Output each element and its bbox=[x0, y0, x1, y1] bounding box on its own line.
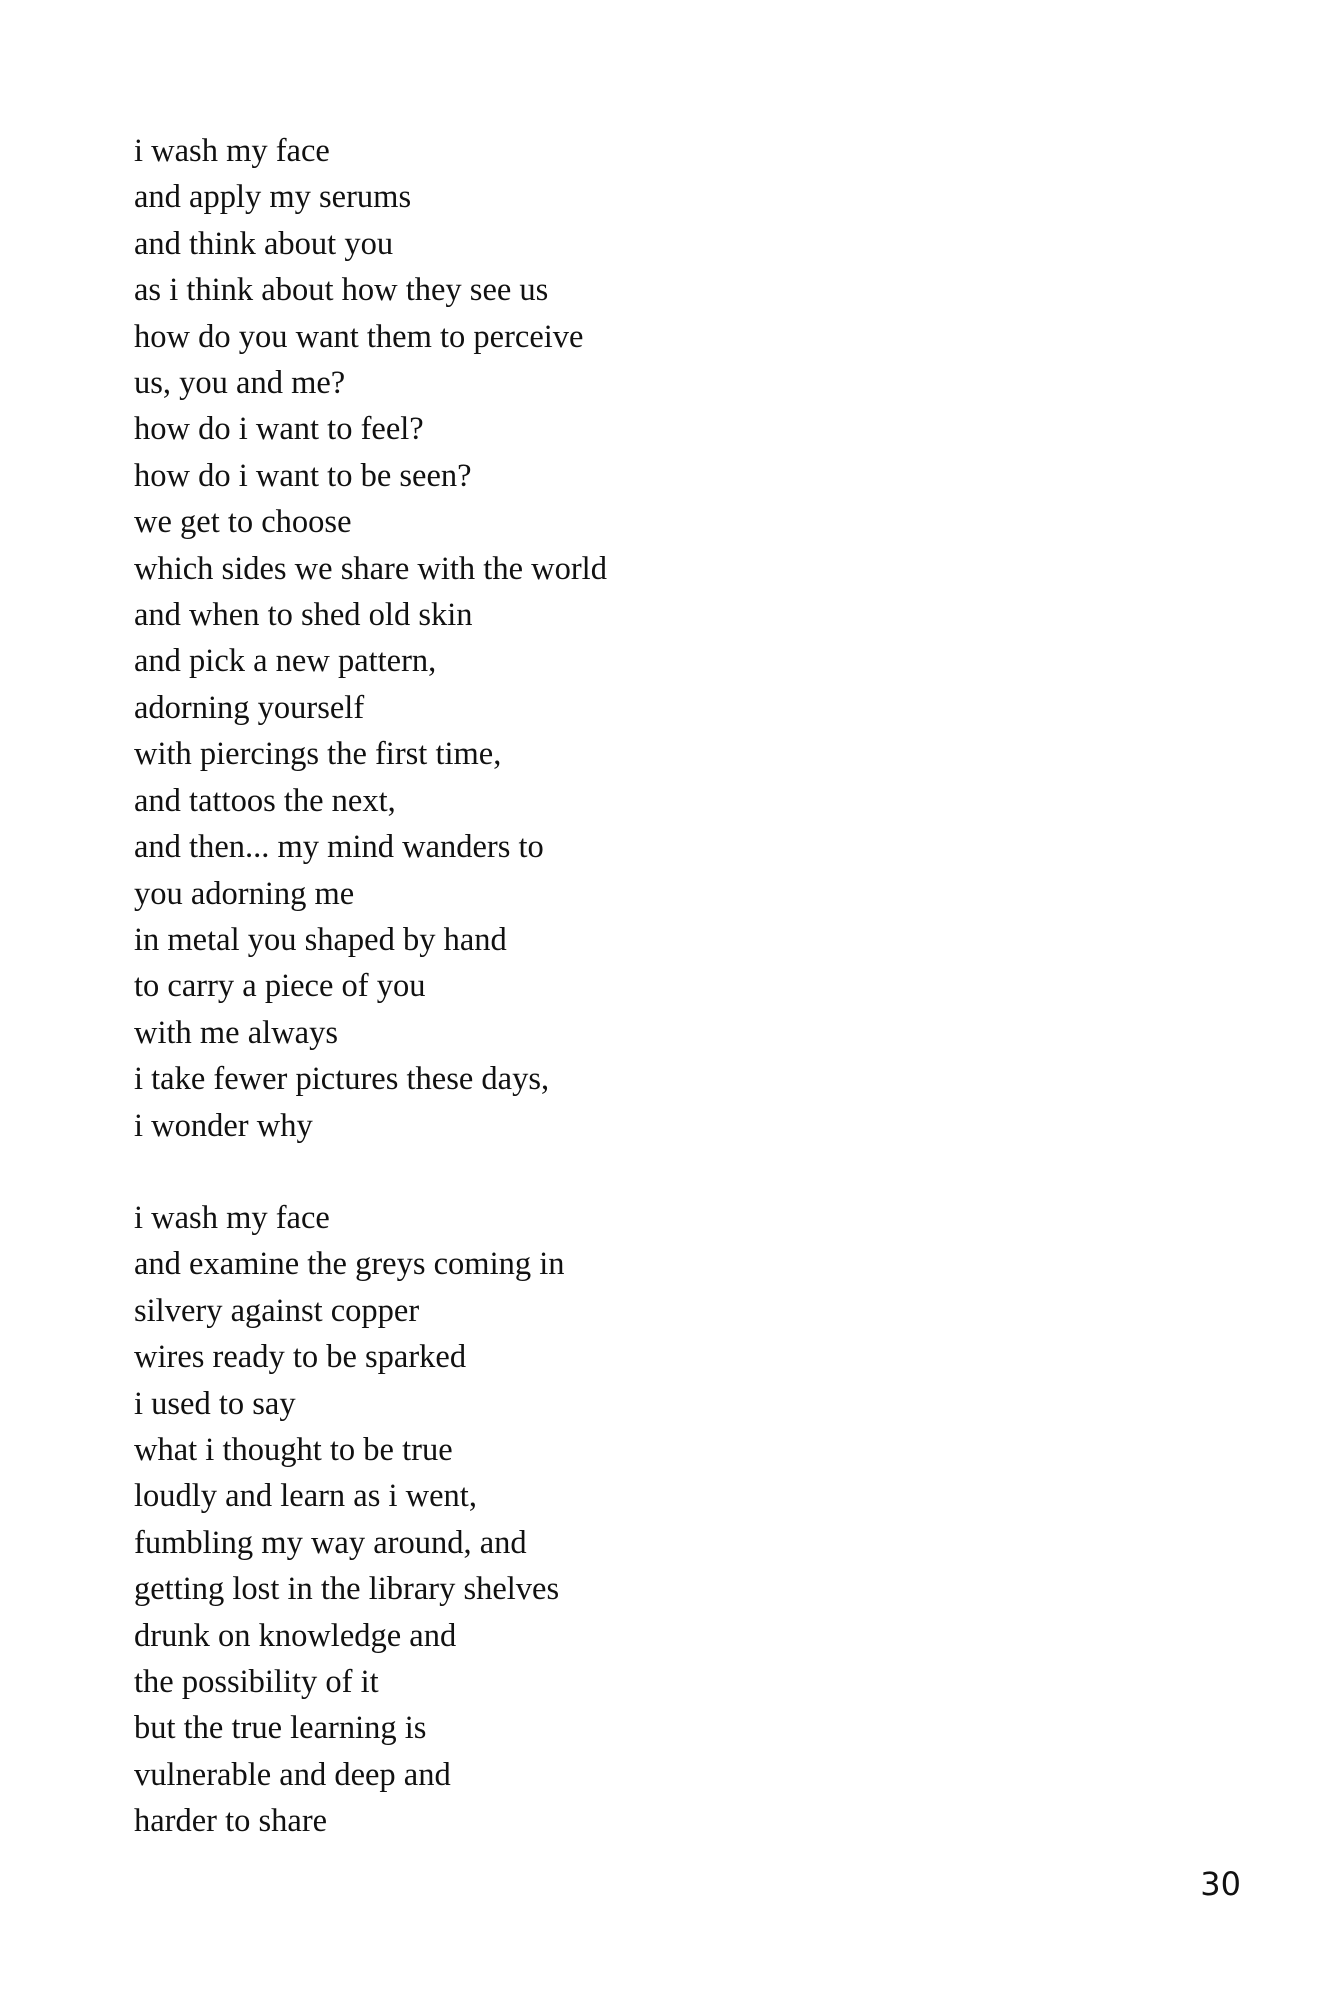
poem-stanza-2 bbox=[134, 1195, 1034, 1845]
page-number: 30 bbox=[1200, 1865, 1241, 1903]
poem-line: how do i want to be seen? bbox=[134, 457, 472, 494]
poem-line: drunk on knowledge and bbox=[134, 1617, 457, 1654]
poem-line: you adorning me bbox=[134, 875, 355, 912]
poem-line: as i think about how they see us bbox=[134, 272, 549, 309]
poem-line: the possibility of it bbox=[134, 1664, 379, 1700]
poem-line: and tattoos the next, bbox=[134, 782, 396, 819]
poem-line: i take fewer pictures these days, bbox=[134, 1061, 550, 1098]
poem-line: with piercings the first time, bbox=[134, 736, 502, 773]
poem-line: i wonder why bbox=[134, 1107, 313, 1144]
poem-line: in metal you shaped by hand bbox=[134, 921, 507, 958]
poem-line: harder to share bbox=[134, 1803, 328, 1840]
poem-line: i wash my face bbox=[134, 1199, 330, 1236]
poem-line: wires ready to be sparked bbox=[134, 1339, 467, 1376]
poem-line: i wash my face bbox=[134, 133, 330, 169]
poem-line: us, you and me? bbox=[134, 365, 346, 402]
poem-line: we get to choose bbox=[134, 504, 352, 541]
poem-line: and examine the greys coming in bbox=[134, 1246, 565, 1283]
poem-line: what i thought to be true bbox=[134, 1431, 453, 1468]
poem-line: with me always bbox=[134, 1014, 338, 1051]
poem-body bbox=[134, 128, 1034, 1845]
poem-line: which sides we share with the world bbox=[134, 550, 607, 587]
poem-line: how do i want to feel? bbox=[134, 411, 424, 448]
poem-line: loudly and learn as i went, bbox=[134, 1478, 477, 1515]
poem-line: vulnerable and deep and bbox=[134, 1756, 451, 1793]
poem-line: how do you want them to perceive bbox=[134, 318, 584, 355]
poem-line: i used to say bbox=[134, 1385, 296, 1422]
poem-stanza-1 bbox=[134, 128, 1034, 1149]
poem-line: and then... my mind wanders to bbox=[134, 829, 544, 866]
poem-line: but the true learning is bbox=[134, 1710, 427, 1747]
poem-line: silvery against copper bbox=[134, 1292, 420, 1329]
poem-line: getting lost in the library shelves bbox=[134, 1571, 560, 1608]
poem-line: and apply my serums bbox=[134, 179, 412, 216]
poem-line: and think about you bbox=[134, 225, 394, 262]
poem-line: to carry a piece of you bbox=[134, 968, 426, 1005]
poem-line: and when to shed old skin bbox=[134, 597, 473, 634]
poem-line: fumbling my way around, and bbox=[134, 1524, 527, 1561]
poem-line: and pick a new pattern, bbox=[134, 643, 437, 680]
poem-line: adorning yourself bbox=[134, 689, 365, 726]
